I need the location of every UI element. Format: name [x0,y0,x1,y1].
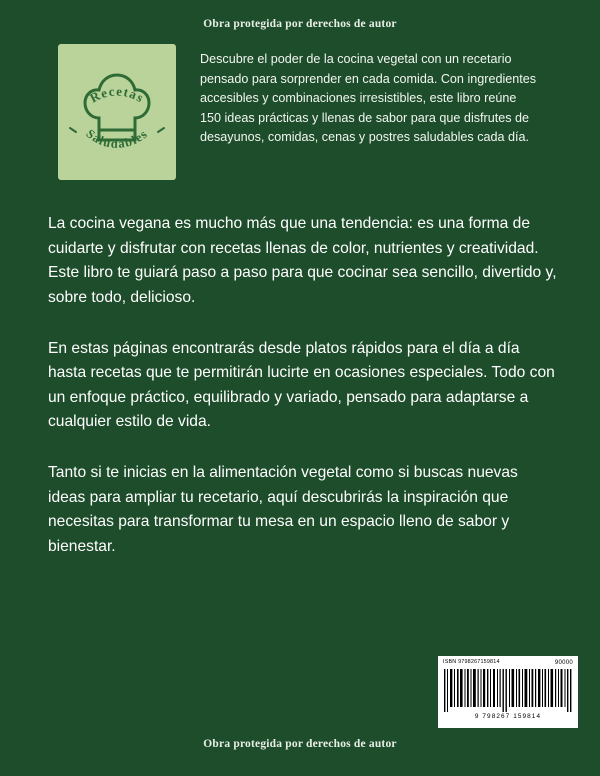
barcode-header [443,660,573,666]
body-paragraph-2: En estas páginas encontrarás desde platos rápidos para el día a día hasta recetas que te permitirán lucirte en ocasiones especiales. Todo con un enfoque práctico, equilibrado y variado, pensado para adaptarse a cualquier estilo de vida. [48,339,555,431]
svg-text:Recetas: Recetas [87,83,148,106]
isbn-barcode [438,656,578,728]
body-paragraph-3: Tanto si te inicias en la alimentación vegetal como si buscas nuevas ideas para ampliar tu recetario, aquí descubrirás la inspiración que necesitas para transformar tu mesa en un espacio lleno de sabor y bienestar. [48,464,518,555]
copyright-notice-bottom: Obra protegida por derechos de autor [203,738,397,750]
header-block [58,44,548,180]
brand-logo [58,44,176,180]
body-copy [48,212,558,560]
body-paragraph-1: La cocina vegana es mucho más que una tendencia: es una forma de cuidarte y disfrutar con recetas llenas de color, nutrientes y creatividad. Este libro te guiará paso a paso para que cocinar sea sencillo, divertido y, sobre todo, delicioso. [48,215,557,306]
barcode-bars-icon [443,669,573,712]
barcode-price-code: 90000 [554,660,573,666]
barcode-digits: 9 798267 159814 [474,713,542,720]
copyright-notice-top: Obra protegida por derechos de autor [203,18,397,30]
barcode-isbn-label: ISBN 9798267159814 [443,659,500,665]
svg-text:Saludables: Saludables [83,126,151,151]
intro-paragraph: Descubre el poder de la cocina vegetal con un recetario pensado para sorprender en cada comida. Con ingredientes accesibles y combinaciones irresistibles, este libro reúne 150 ideas prácticas y llenas de sabor para que disfrutes de desayunos, comidas, cenas y postres saludables cada día. [200,52,537,145]
